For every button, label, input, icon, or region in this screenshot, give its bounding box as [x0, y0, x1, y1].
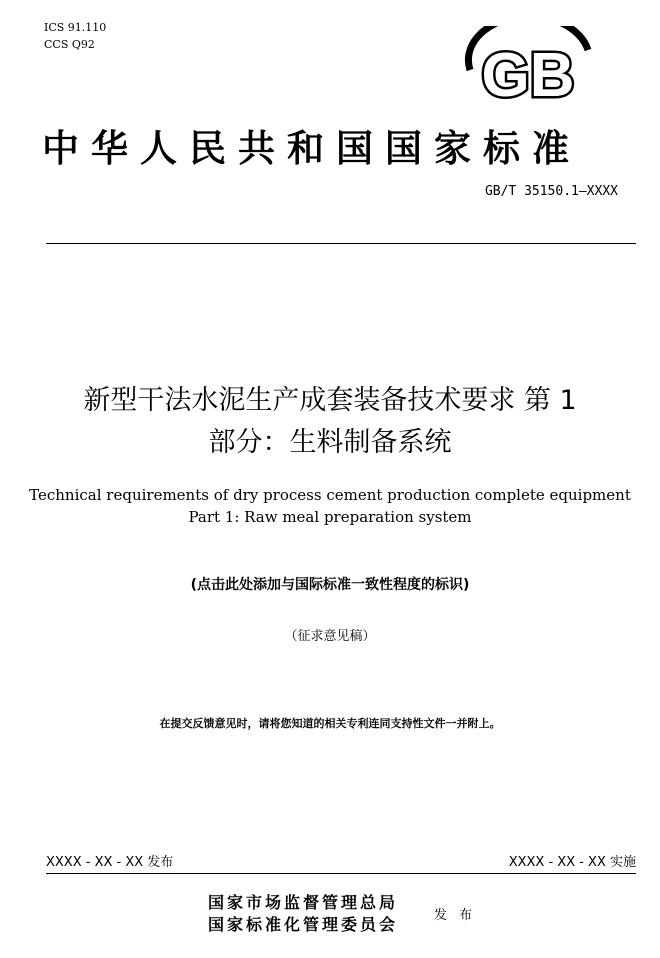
header-divider [46, 243, 636, 244]
gb-logo [456, 26, 600, 102]
logo-text: GB [481, 41, 575, 102]
publish-date: XXXX - XX - XX 发布 [46, 855, 174, 870]
issuer-2: 国家标准化管理委员会 [208, 915, 399, 934]
publish-label: 发 布 [434, 908, 477, 923]
patent-notice: 在提交反馈意见时，请将您知道的相关专利连同支持性文件一并附上。 [159, 717, 501, 730]
implement-date: XXXX - XX - XX 实施 [508, 855, 636, 870]
title-chinese-line-2: 部分：生料制备系统 [208, 427, 452, 458]
title-english-line-1: Technical requirements of dry process cement production complete equipment [29, 486, 631, 504]
footer-divider [46, 873, 636, 874]
title-english [20, 484, 640, 528]
ccs-code: CCS Q92 [44, 38, 95, 51]
draft-status: （征求意见稿） [284, 629, 376, 644]
title-chinese-line-1: 新型干法水泥生产成套装备技术要求 第 1 [83, 385, 577, 416]
standard-number: GB/T 35150.1—XXXX [484, 184, 618, 199]
issuer-1: 国家市场监督管理总局 [208, 893, 399, 912]
standard-type-heading: 中华人民共和国国家标准 [42, 126, 581, 170]
issuing-authorities [208, 892, 398, 936]
conformity-note[interactable]: (点击此处添加与国际标准一致性程度的标识) [190, 577, 470, 593]
title-chinese [30, 380, 630, 464]
ics-code: ICS 91.110 [44, 21, 107, 34]
classification-codes [44, 19, 106, 53]
title-english-line-2: Part 1: Raw meal preparation system [188, 508, 472, 526]
